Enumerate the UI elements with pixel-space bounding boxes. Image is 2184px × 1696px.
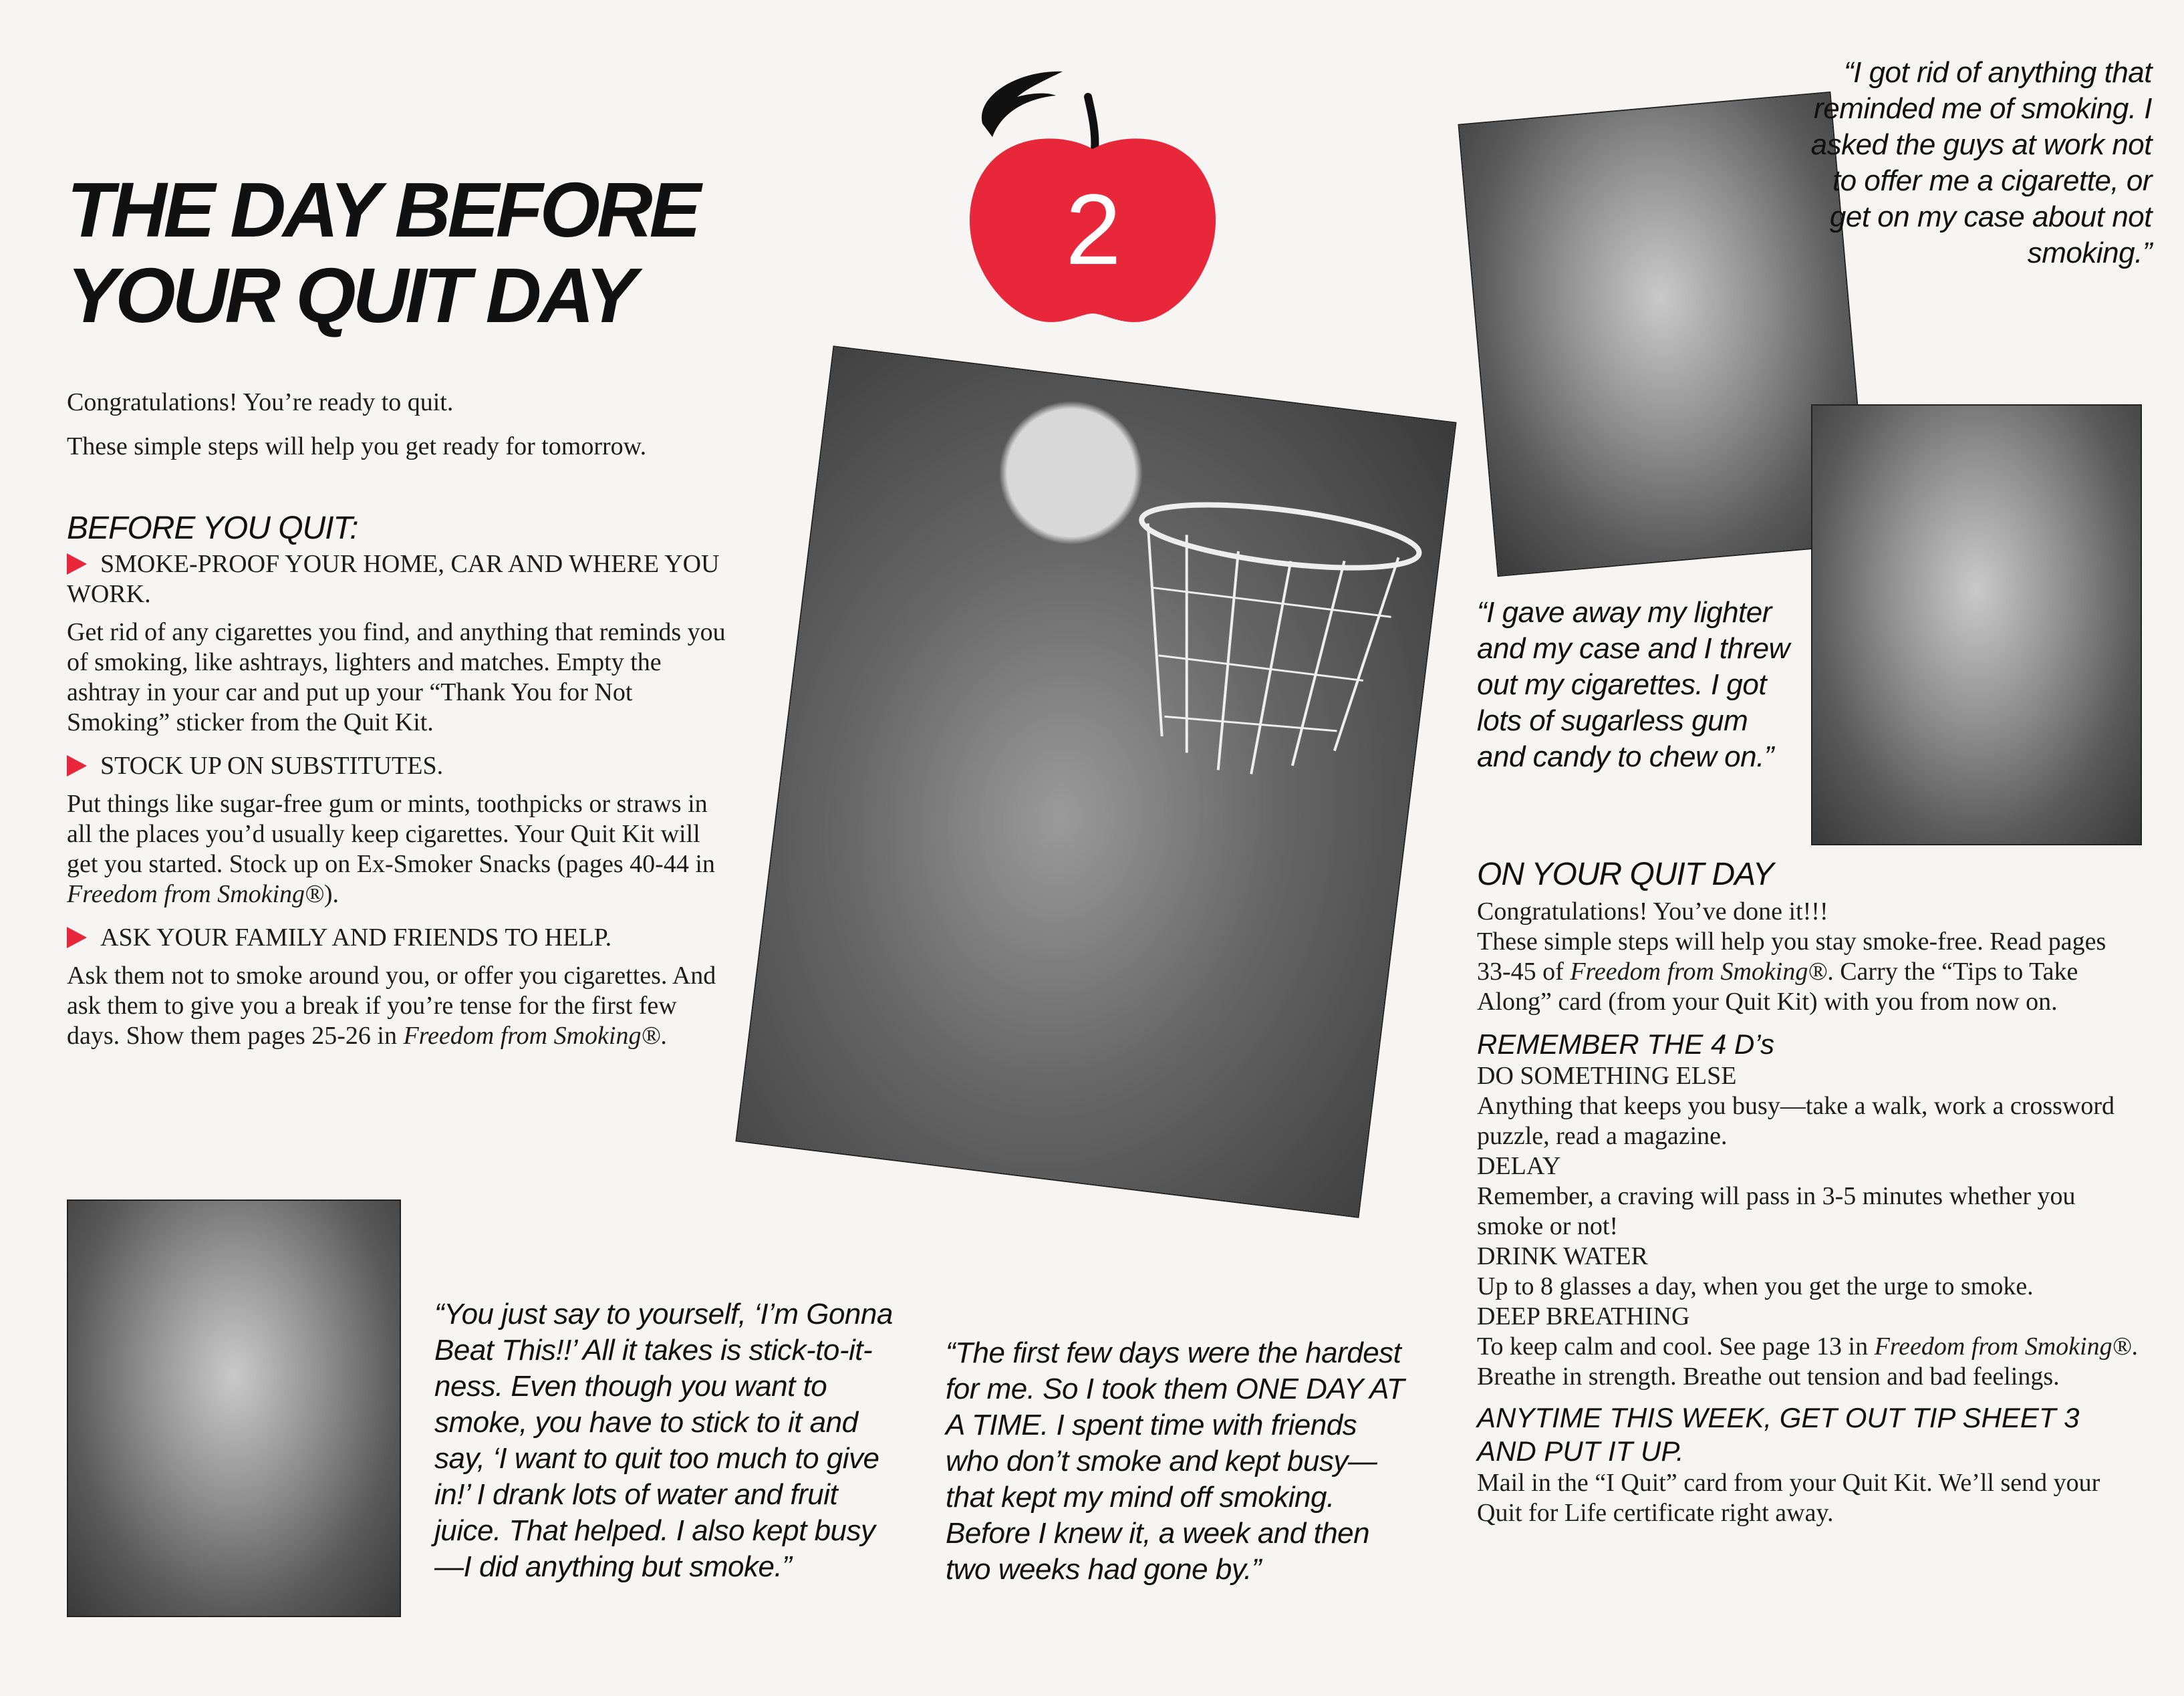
before-you-quit-section [67,509,735,1065]
worker-quote: “I got rid of anything that reminded me of smoking. I asked the guys at work not to offer me a cigarette, or get on my case about not smoking.” [1810,56,2152,269]
step-body-end: ). [323,880,339,908]
step-title: STOCK UP ON SUBSTITUTES. [100,752,444,780]
step-body-text: Ask them not to smoke around you, or offer you cigarettes. And ask them to give you a break if you’re tense for the first few days. Show them pages 25-26 in [67,962,716,1050]
step-heading [67,923,735,953]
four-ds-heading: REMEMBER THE 4 D’s [1477,1028,1774,1060]
four-d-title: DELAY [1477,1152,1561,1180]
step-body [67,789,735,909]
intro-line-1: Congratulations! You’re ready to quit. [67,388,454,416]
step-title: SMOKE-PROOF YOUR HOME, CAR AND WHERE YOU WORK. [67,550,720,608]
woman-photo-right [1811,404,2142,845]
book-title: Freedom from Smoking® [67,880,324,908]
four-d-body-end: . Breathe in strength. Breathe out tension and bad feelings. [1477,1332,2138,1391]
step-heading [67,549,735,609]
red-triangle-bullet-icon [67,553,87,575]
anytime-body: Mail in the “I Quit” card from your Quit Kit. We’ll send your Quit for Life certificate right away. [1477,1469,2100,1527]
book-title: Freedom from Smoking® [403,1022,661,1050]
page-title-line-1: THE DAY BEFORE [67,166,698,253]
four-d-body: Anything that keeps you busy—take a walk, work a crossword puzzle, read a magazine. [1477,1092,2115,1150]
step-body: Get rid of any cigarettes you find, and anything that reminds you of smoking, like ashtrays, lighters and matches. Empty the ashtray in your car and put up your “Thank You for Not Smoking” sticker from the Quit Kit. [67,618,726,736]
on-quit-day-text: These simple steps will help you stay smoke-free. Read pages 33-45 of [1477,928,2106,986]
step-body-end: . [660,1022,667,1050]
four-d-title: DRINK WATER [1477,1242,1648,1270]
woman-photo-left [67,1199,401,1617]
four-ds-list [1477,1061,2145,1392]
four-d-body: Remember, a craving will pass in 3-5 minutes whether you smoke or not! [1477,1182,2076,1240]
step-heading [67,751,735,781]
beat-this-quote: “You just say to yourself, ‘I’m Gonna Beat This!!’ All it takes is stick-to-it-ness. Even though you want to smoke, you have to stick to it and say, ‘I want to quit too much to give in!’ I drank lots of water and fruit juice. That helped. I also kept busy—I did anything but smoke.” [434,1298,893,1583]
apple-stem-icon [1088,97,1095,150]
book-title: Freedom from Smoking® [1570,958,1828,986]
on-quit-day-body [1477,897,2145,1017]
four-d-title: DO SOMETHING ELSE [1477,1062,1737,1090]
four-d-body: Up to 8 glasses a day, when you get the urge to smoke. [1477,1272,2034,1300]
basketball-photo [735,345,1456,1218]
on-quit-day-line-1: Congratulations! You’ve done it!!! [1477,897,1828,926]
apple-leaf-icon [982,72,1063,137]
four-d-title: DEEP BREATHING [1477,1302,1690,1330]
step-title: ASK YOUR FAMILY AND FRIENDS TO HELP. [100,924,612,952]
four-d-body [1477,1332,2145,1392]
intro-line-2: These simple steps will help you get ready for tomorrow. [67,432,647,460]
anytime-heading: ANYTIME THIS WEEK, GET OUT TIP SHEET 3 AND PUT IT UP. [1477,1402,2080,1467]
apple-number-icon [956,57,1250,337]
step-body [67,961,735,1051]
lighter-quote: “I gave away my lighter and my case and I threw out my cigarettes. I got lots of sugarless gum and candy to chew on.” [1477,596,1790,773]
before-you-quit-heading: BEFORE YOU QUIT: [67,511,358,546]
four-d-body-text: To keep calm and cool. See page 13 in [1477,1332,1875,1361]
on-quit-day-line-2 [1477,927,2145,1017]
apple-number: 2 [1065,173,1121,285]
step-body-text: Put things like sugar-free gum or mints, toothpicks or straws in all the places you’d usually keep cigarettes. Your Quit Kit will get you started. Stock up on Ex-Smoker Snacks (pages 40-44 in [67,790,715,878]
on-quit-day-heading: ON YOUR QUIT DAY [1477,857,1774,892]
page-title-line-2: YOUR QUIT DAY [67,252,634,339]
intro [67,388,735,476]
first-days-quote: “The first few days were the hardest for me. So I took them ONE DAY AT A TIME. I spent time with friends who don’t smoke and kept busy—that kept my mind off smoking. Before I knew it, a week and then two weeks had gone by.” [946,1336,1405,1586]
red-triangle-bullet-icon [67,755,87,776]
red-triangle-bullet-icon [67,927,87,948]
on-quit-day-text-end: . Carry the “Tips to Take Along” card (from your Quit Kit) with you from now on. [1477,958,2078,1016]
basketball-hoop-icon [737,347,1456,1216]
on-quit-day-section [1477,855,2145,1528]
book-title: Freedom from Smoking® [1874,1332,2132,1361]
page-title [67,167,775,338]
